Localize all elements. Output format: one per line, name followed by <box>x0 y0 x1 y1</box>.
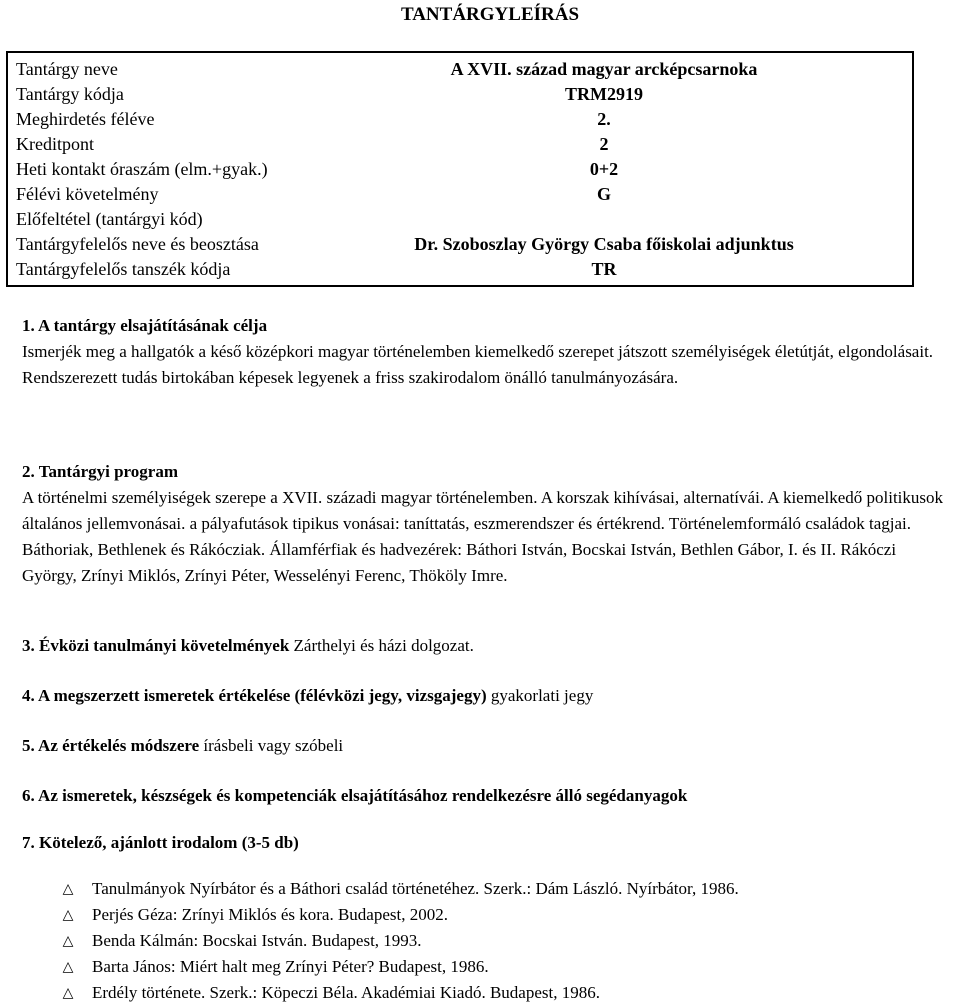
info-row-course-name <box>16 57 912 82</box>
literature-entry: Erdély története. Szerk.: Köpeczi Béla. Akadémiai Kiadó. Budapest, 1986. <box>92 983 600 1002</box>
info-row-credits <box>16 132 912 157</box>
triangle-outline-icon: △ <box>62 959 74 975</box>
section-heading: 5. Az értékelés módszere <box>22 736 200 755</box>
list-item <box>58 902 938 928</box>
literature-entry: Perjés Géza: Zrínyi Miklós és kora. Budapest, 2002. <box>92 905 448 924</box>
info-label: Félévi követelmény <box>16 184 159 204</box>
section-heading: 3. Évközi tanulmányi követelmények <box>22 636 290 655</box>
info-label: Kreditpont <box>16 134 94 154</box>
section-heading: 1. A tantárgy elsajátításának célja <box>22 316 268 335</box>
section-course-program <box>22 461 952 589</box>
info-label: Tantárgy neve <box>16 59 118 79</box>
info-value: A XVII. század magyar arcképcsarnoka <box>450 59 758 79</box>
info-row-prerequisite <box>16 207 912 232</box>
section-text: gyakorlati jegy <box>486 686 594 705</box>
section-text: Zárthelyi és házi dolgozat. <box>289 636 474 655</box>
literature-entry: Benda Kálmán: Bocskai István. Budapest, 1993. <box>92 931 422 950</box>
triangle-outline-icon: △ <box>62 933 74 949</box>
triangle-outline-icon: △ <box>62 907 74 923</box>
info-label: Tantárgyfelelős tanszék kódja <box>16 259 231 279</box>
section-evaluation <box>22 685 952 707</box>
section-heading: 2. Tantárgyi program <box>22 462 179 481</box>
info-row-semester <box>16 107 912 132</box>
info-row-course-code <box>16 82 912 107</box>
section-resources <box>22 785 952 807</box>
section-literature <box>22 832 952 854</box>
list-item <box>58 876 938 902</box>
info-value: 0+2 <box>589 159 619 179</box>
info-value: G <box>596 184 611 204</box>
literature-entry: Tanulmányok Nyírbátor és a Báthori család történetéhez. Szerk.: Dám László. Nyírbátor, 1986. <box>92 879 739 898</box>
info-label: Tantárgyfelelős neve és beosztása <box>16 234 259 254</box>
course-info-table <box>6 51 914 287</box>
list-item <box>58 980 938 1006</box>
info-row-department <box>16 257 912 282</box>
info-row-responsible <box>16 232 912 257</box>
section-requirements <box>22 635 952 657</box>
section-text: írásbeli vagy szóbeli <box>199 736 344 755</box>
info-row-requirement <box>16 182 912 207</box>
info-label: Heti kontakt óraszám (elm.+gyak.) <box>16 159 268 179</box>
section-body: A történelmi személyiségek szerepe a XVII. századi magyar történelemben. A korszak kihívásai, alternatívái. A kiemelkedő politikusok általános jellemvonásai. a pályafutások tipikus vonásai: taníttatás, eszmerendszer és értékrend. Történelemformáló családok tagjai. Báthoriak, Bethlenek és Rákócziak. Államférfiak és hadvezérek: Báthori István, Bocskai István, Bethlen Gábor, I. és II. Rákóczi György, Zrínyi Miklós, Zrínyi Péter, Wesselényi Ferenc, Thököly Imre. <box>22 488 944 585</box>
info-label: Tantárgy kódja <box>16 84 124 104</box>
info-label: Előfeltétel (tantárgyi kód) <box>16 209 203 229</box>
info-value: 2 <box>599 134 609 154</box>
section-body: Ismerjék meg a hallgatók a késő középkori magyar történelemben kiemelkedő szerepet játszott személyiségek életútját, elgondolásait. Rendszerezett tudás birtokában képesek legyenek a friss szakirodalom önálló tanulmányozására. <box>22 342 934 387</box>
info-value: TRM2919 <box>565 84 643 104</box>
literature-list <box>58 876 938 1006</box>
info-value: TR <box>591 259 617 279</box>
section-heading: 6. Az ismeretek, készségek és kompetenciák elsajátításához rendelkezésre álló segédanyagok <box>22 786 688 805</box>
section-course-goal <box>22 315 952 391</box>
list-item <box>58 954 938 980</box>
section-evaluation-method <box>22 735 952 757</box>
info-row-contact-hours <box>16 157 912 182</box>
info-value: Dr. Szoboszlay György Csaba főiskolai adjunktus <box>414 234 794 254</box>
section-heading: 7. Kötelező, ajánlott irodalom (3-5 db) <box>22 833 299 852</box>
document-title: TANTÁRGYLEÍRÁS <box>400 4 580 25</box>
section-heading: 4. A megszerzett ismeretek értékelése (félévközi jegy, vizsgajegy) <box>22 686 487 705</box>
triangle-outline-icon: △ <box>62 985 74 1001</box>
info-label: Meghirdetés féléve <box>16 109 155 129</box>
literature-entry: Barta János: Miért halt meg Zrínyi Péter? Budapest, 1986. <box>92 957 489 976</box>
info-value: 2. <box>597 109 611 129</box>
list-item <box>58 928 938 954</box>
triangle-outline-icon: △ <box>62 881 74 897</box>
